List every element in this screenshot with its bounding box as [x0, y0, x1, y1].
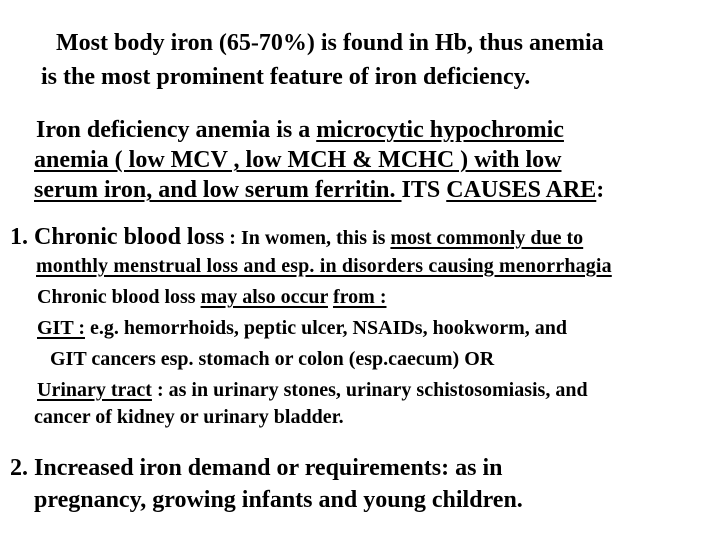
cause2-line2: pregnancy, growing infants and young children. [34, 487, 523, 513]
cause1-line2: monthly menstrual loss and esp. in disorders causing menorrhagia [36, 255, 612, 277]
cause1-line3 [37, 287, 386, 307]
para1-line1: Most body iron (65-70%) is found in Hb, thus anemia [56, 30, 604, 56]
para1-line2: is the most prominent feature of iron deficiency. [41, 64, 531, 90]
cause1-line1 [10, 225, 583, 249]
serum-values-text: serum iron, and low serum ferritin. [34, 177, 402, 203]
git-text: e.g. hemorrhoids, peptic ulcer, NSAIDs, hookworm, and [84, 317, 568, 339]
cause1-heading: 1. Chronic blood loss [10, 224, 225, 250]
para2-line1 [36, 118, 564, 142]
para2-line3 [34, 178, 604, 202]
causes-colon: : [596, 177, 605, 203]
from-text: from : [332, 286, 387, 308]
chronic-loss-text: Chronic blood loss [37, 286, 201, 308]
may-also-occur-text: may also occur [200, 286, 328, 308]
cause1-intro: : In women, this is [224, 227, 391, 249]
most-commonly-text: most commonly due to [390, 227, 584, 249]
git-label: GIT : [37, 317, 85, 339]
cause2-line1: 2. Increased iron demand or requirements: as in [10, 455, 503, 481]
its-text: ITS [401, 177, 447, 203]
urinary-line2: cancer of kidney or urinary bladder. [34, 406, 344, 428]
git-line2: GIT cancers esp. stomach or colon (esp.caecum) OR [50, 348, 495, 370]
para2-line1-text: Iron deficiency anemia is a [36, 117, 317, 143]
para2-line2: anemia ( low MCV , low MCH & MCHC ) with low [34, 147, 562, 173]
microcytic-hypochromic-term: microcytic hypochromic [316, 117, 564, 143]
causes-are-heading: CAUSES ARE [446, 177, 597, 203]
git-line1 [37, 318, 567, 338]
urinary-label: Urinary tract [37, 379, 152, 401]
urinary-line1 [37, 380, 588, 400]
urinary-text: : as in urinary stones, urinary schistosomiasis, and [151, 379, 588, 401]
